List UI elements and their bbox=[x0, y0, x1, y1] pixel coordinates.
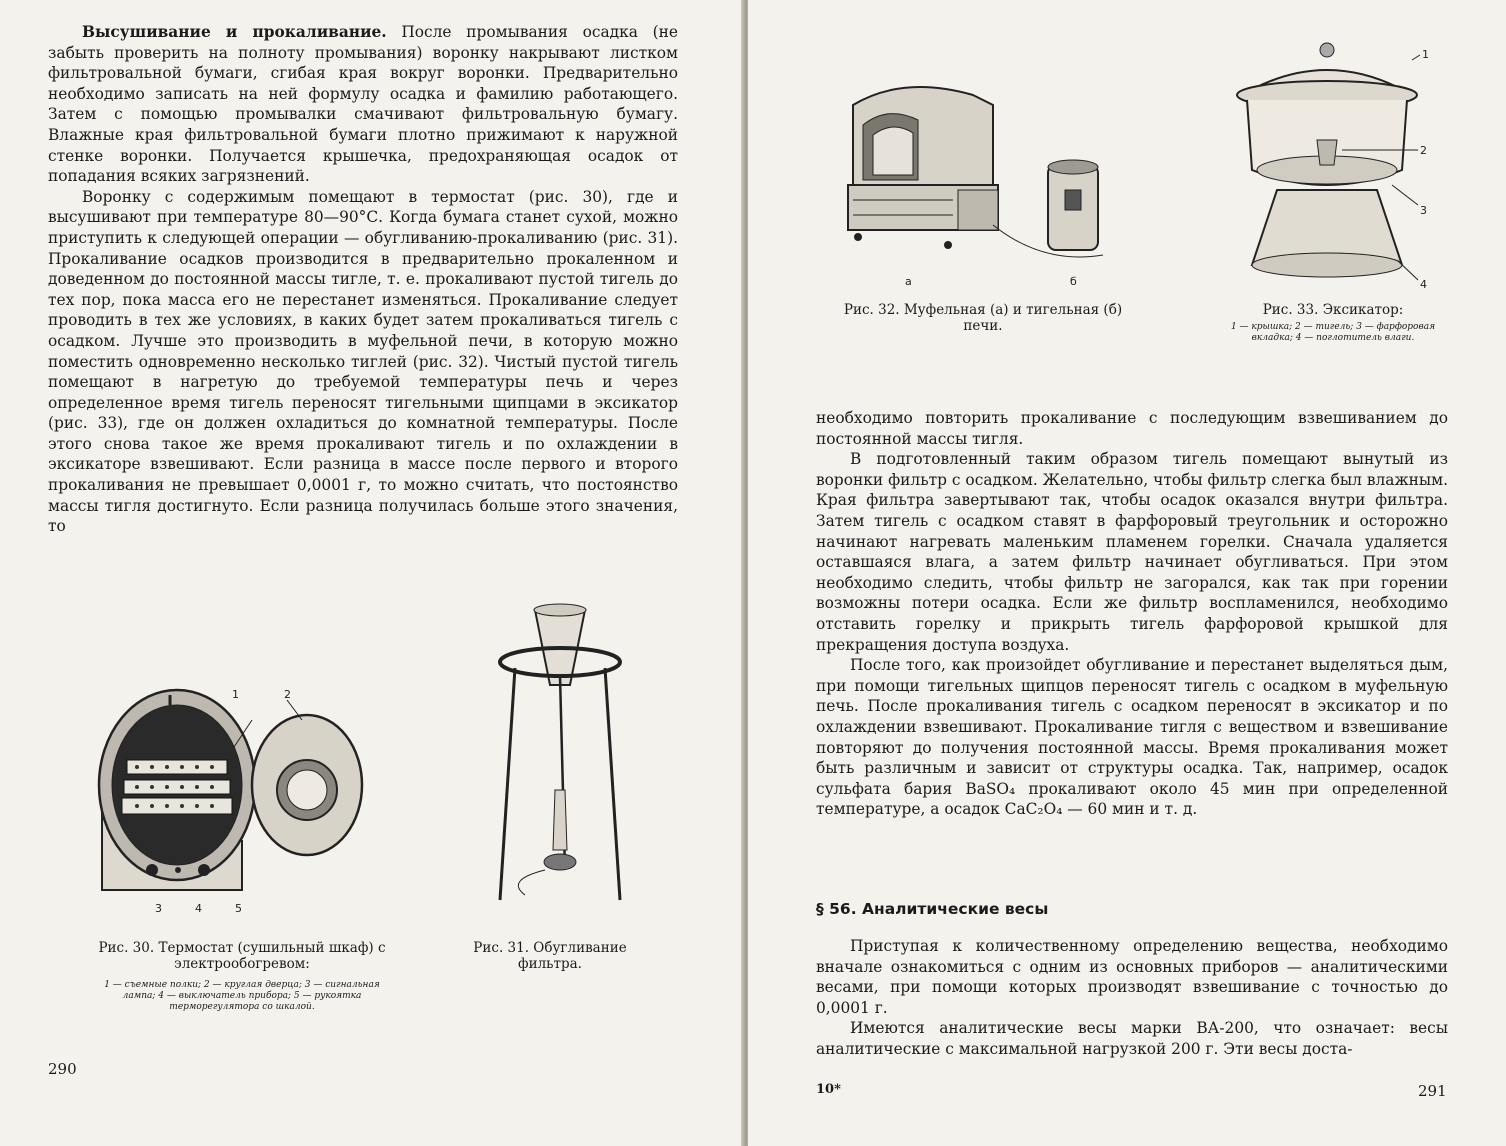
right-body-text bbox=[816, 408, 1448, 820]
paragraph bbox=[48, 22, 678, 187]
fig32-caption bbox=[838, 302, 1128, 334]
signature-mark: 10* bbox=[816, 1082, 841, 1097]
caption-text: Рис. 33. Эксикатор: bbox=[1262, 302, 1404, 318]
fig30-label: 2 bbox=[284, 688, 291, 701]
fig32-label: а bbox=[905, 275, 912, 288]
paragraph: Воронку с содержимым помещают в термостат (рис. 30), где и высушивают при температуре 80—90°С. Когда бумага станет сухой, можно приступить к следующей операции — обугливанию-прокаливанию (рис. 31). Прокаливание осадков производится в предварительно прокаленном и доведенном до постоянной массы тигле, т. е. прокаливают пустой тигель до тех пор, пока масса его не перестанет изменяться. Прокаливание следует проводить в тех же условиях, в каких будет затем прокаливаться тигель с осадком. Лучше это производить в муфельной печи, в которую можно поместить одновременно несколько тиглей (рис. 32). Чистый пустой тигель помещают в нагретую до требуемой температуры печь и через определенное время тигель переносят тигельными щипцами в эксикатор (рис. 33), где он должен охладиться до комнатной температуры. После этого снова такое же время прокаливают тигель и по охлаждении в эксикаторе взвешивают. Если разница в массе после первого и второго прокаливания не превышает 0,0001 г, то можно считать, что постоянство массы тигля достигнуто. Если разница получилась больше этого значения, то bbox=[48, 187, 678, 536]
page-number-right: 291 bbox=[1418, 1082, 1447, 1100]
paragraph-text: После промывания осадка (не забыть проверить на полноту промывания) воронку накрывают листком фильтровальной бумаги, сгибая края вокруг воронки. Предварительно необходимо записать на ней формулу осадка и фамилию работающего. Затем с помощью промывалки смачивают фильтровальную бумагу. Влажные края фильтровальной бумаги плотно прижимают к наружной стенке воронки. Получается крышечка, предохраняющая осадок от попадания всяких загрязнений. bbox=[48, 23, 678, 186]
fig32-furnaces-illustration bbox=[843, 75, 1123, 290]
fig32-label: б bbox=[1070, 275, 1077, 288]
paragraph: После того, как произойдет обугливание и перестанет выделяться дым, при помощи тигельных щипцов переносят тигель с осадком в муфельную печь. После прокаливания тигель с осадком переносят в эксикатор и по охлаждении взвешивают. Прокаливание тигля с веществом и взвешивание повторяют до получения постоянной массы. Время прокаливания может быть различным и зависит от структуры осадка. Так, например, осадок сульфата бария BaSO₄ прокаливают около 45 мин при определенной температуре, а осадок CaC₂O₄ — 60 мин и т. д. bbox=[816, 656, 1448, 819]
fig31-caption bbox=[470, 940, 630, 972]
left-body-text bbox=[48, 22, 678, 537]
fig33-label: 1 bbox=[1422, 48, 1429, 61]
page-number-left: 290 bbox=[48, 1060, 77, 1078]
paragraph: Приступая к количественному определению вещества, необходимо вначале ознакомиться с одним из основных приборов — аналитическими весами, при помощи которых производят взвешивание с точностью до 0,0001 г. bbox=[816, 937, 1448, 1017]
fig30-thermostat-illustration bbox=[92, 680, 372, 920]
fig33-caption bbox=[1218, 302, 1448, 344]
paragraph: В подготовленный таким образом тигель помещают вынутый из воронки фильтр с осадком. Желательно, чтобы фильтр слегка был влажным. Края фильтра завертывают так, чтобы осадок оказался внутри фильтра. Затем тигель с осадком ставят в фарфоровый треугольник и осторожно начинают нагревать маленьким пламенем горелки. Сначала удаляется оставшаяся влага, а затем фильтр начинает обугливаться. При этом необходимо следить, чтобы фильтр не загорался, как так при горении возможны потери осадка. Если же фильтр воспламенился, необходимо отставить горелку и прикрыть тигель фарфоровой крышкой для прекращения доступа воздуха. bbox=[816, 450, 1448, 654]
section-heading: § 56. Аналитические весы bbox=[816, 900, 1049, 918]
fig31-stand-illustration bbox=[495, 600, 645, 910]
fig33-label: 4 bbox=[1420, 278, 1427, 291]
caption-text: Рис. 30. Термостат (сушильный шкаф) с электрообогревом: bbox=[98, 940, 386, 972]
paragraph-lead: Высушивание и прокаливание. bbox=[82, 23, 387, 41]
fig33-desiccator-illustration bbox=[1232, 40, 1432, 290]
fig33-label: 3 bbox=[1420, 204, 1427, 217]
paragraph: необходимо повторить прокаливание с последующим взвешиванием до постоянной массы тигля. bbox=[816, 409, 1448, 448]
caption-text: Рис. 32. Муфельная (а) и тигельная (б) печи. bbox=[843, 302, 1123, 334]
fig30-label: 1 bbox=[232, 688, 239, 701]
paragraph: Имеются аналитические весы марки ВА-200, что означает: весы аналитические с максимальной нагрузкой 200 г. Эти весы доста- bbox=[816, 1019, 1448, 1058]
fig30-label: 3 bbox=[155, 902, 162, 915]
fig30-label: 5 bbox=[235, 902, 242, 915]
fig30-label: 4 bbox=[195, 902, 202, 915]
right-body-text-2 bbox=[816, 936, 1448, 1060]
caption-legend: 1 — съемные полки; 2 — круглая дверца; 3 — сигнальная лампа; 4 — выключатель прибора; 5 — рукоятка терморегулятора со шкалой. bbox=[104, 980, 380, 1012]
caption-legend: 1 — крышка; 2 — тигель; 3 — фарфоровая вкладка; 4 — поглотитель влаги. bbox=[1230, 322, 1436, 343]
fig33-label: 2 bbox=[1420, 144, 1427, 157]
caption-text: Рис. 31. Обугливание фильтра. bbox=[473, 940, 627, 972]
fig30-caption bbox=[92, 940, 392, 1013]
